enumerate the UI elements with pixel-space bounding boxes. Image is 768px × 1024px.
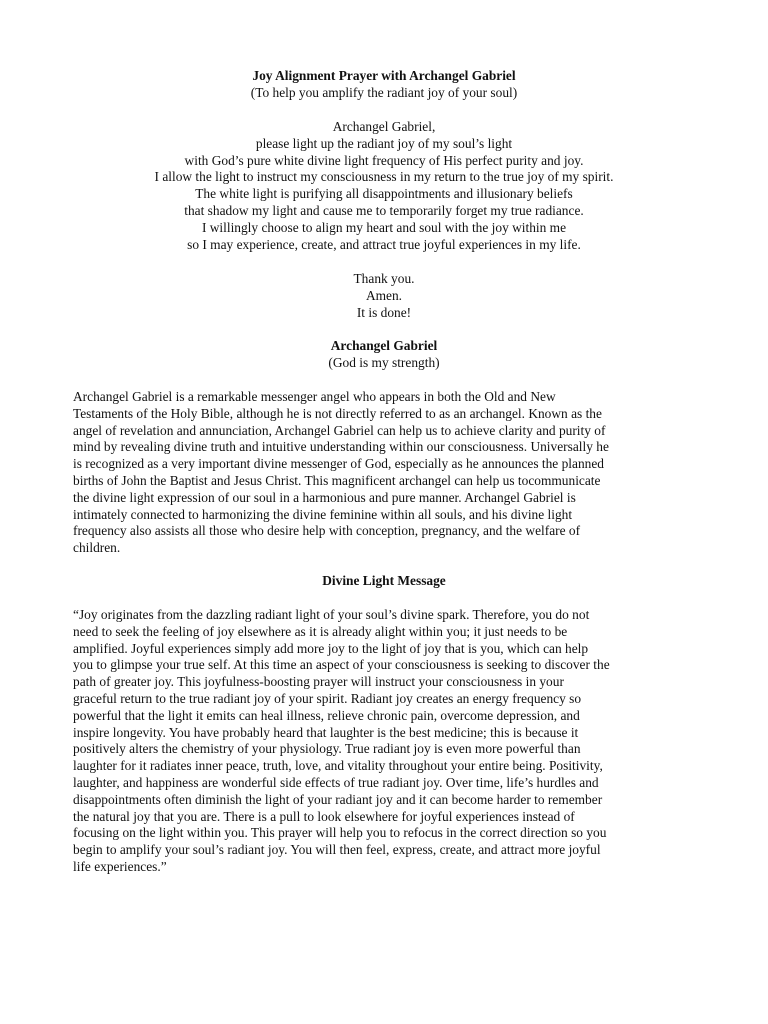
angel-heading: Archangel Gabriel [330,338,438,353]
angel-header [0,338,768,372]
closing-line: Amen. [365,287,403,303]
paragraph-line: amplified. Joyful experiences simply add more joy to the light of joy that is you, which can help [73,640,589,656]
paragraph-line: inspire longevity. You have probably heard that laughter is the best medicine; this is because it [73,724,579,740]
paragraph-line: frequency also assists all those who desire help with conception, pregnancy, and the welfare of [73,523,581,539]
prayer-text [0,119,768,253]
prayer-closing [0,271,768,321]
angel-subheading: (God is my strength) [328,354,440,370]
message-header [0,573,768,590]
paragraph-line: children. [73,540,121,556]
paragraph-line: Archangel Gabriel is a remarkable messenger angel who appears in both the Old and New [73,389,556,404]
paragraph-line: laughter for it radiates inner peace, truth, love, and vitality throughout your entire being. Positivity, [73,758,603,774]
prayer-line: please light up the radiant joy of my soul’s light [255,135,513,151]
paragraph-line: laughter, and happiness are wonderful side effects of true radiant joy. Over time, life’s hurdles and [73,774,599,790]
paragraph-line: mind by revealing divine truth and intuitive understanding within our consciousness. Universally he [73,439,609,455]
paragraph-line: the natural joy that you are. There is a pull to look elsewhere for joyful experiences instead of [73,808,575,824]
closing-line: Thank you. [353,271,415,286]
paragraph-line: disappointments often diminish the light of your radiant joy and it can become harder to remember [73,791,603,807]
paragraph-line: life experiences.” [73,858,167,874]
paragraph-line: births of John the Baptist and Jesus Christ. This magnificent archangel can help us tocommunicate [73,472,601,488]
prayer-line: I willingly choose to align my heart and soul with the joy within me [201,219,567,235]
paragraph-line: Testaments of the Holy Bible, although he is not directly referred to as an archangel. Known as the [73,405,602,421]
paragraph-line: powerful that the light it emits can heal illness, relieve chronic pain, overcome depression, and [73,707,580,723]
closing-line: It is done! [356,304,412,320]
message-heading: Divine Light Message [322,573,446,588]
prayer-line: I allow the light to instruct my consciousness in my return to the true joy of my spirit. [154,169,614,185]
paragraph-line: intimately connected to harmonizing the divine feminine within all souls, and his divine light [73,506,573,522]
paragraph-line: is recognized as a very important divine messenger of God, especially as he announces the planned [73,456,604,472]
prayer-line: with God’s pure white divine light frequency of His perfect purity and joy. [184,152,584,168]
angel-description [73,389,713,557]
paragraph-line: focusing on the light within you. This prayer will help you to refocus in the correct direction so you [73,825,607,841]
paragraph-line: angel of revelation and annunciation, Archangel Gabriel can help us to achieve clarity and purity of [73,422,606,438]
prayer-line: Archangel Gabriel, [332,119,436,134]
paragraph-line: need to seek the feeling of joy elsewhere as it is already alight within you; it just needs to be [73,623,568,639]
paragraph-line: the divine light expression of our soul in a harmonious and pure manner. Archangel Gabriel is [73,489,576,505]
prayer-subtitle: (To help you amplify the radiant joy of your soul) [250,84,518,100]
paragraph-line: path of greater joy. This joyfulness-boosting prayer will instruct your consciousness in your [73,674,564,690]
paragraph-line: you to glimpse your true self. At this time an aspect of your consciousness is seeking to discover the [73,657,610,673]
paragraph-line: graceful return to the true radiant joy of your spirit. Radiant joy creates an energy frequency so [73,690,582,706]
prayer-title: Joy Alignment Prayer with Archangel Gabriel [252,68,516,83]
paragraph-line: begin to amplify your soul’s radiant joy. You will then feel, express, create, and attract more joyful [73,842,601,858]
prayer-line: that shadow my light and cause me to temporarily forget my true radiance. [184,202,584,218]
prayer-header [0,68,768,102]
paragraph-line: positively alters the chemistry of your physiology. True radiant joy is even more powerful than [73,741,581,757]
paragraph-line: “Joy originates from the dazzling radiant light of your soul’s divine spark. Therefore, you do not [73,607,590,622]
message-text [73,607,713,876]
prayer-line: so I may experience, create, and attract true joyful experiences in my life. [187,236,581,252]
prayer-line: The white light is purifying all disappointments and illusionary beliefs [195,186,573,202]
